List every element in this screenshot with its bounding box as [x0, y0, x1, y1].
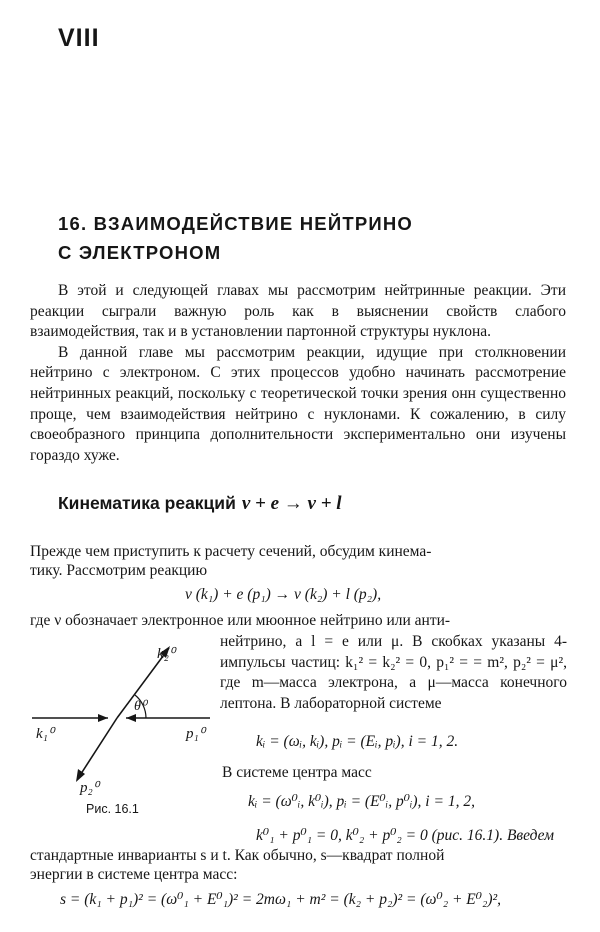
s-invariant-formula: s = (k₁ + p₁)² = (ω⁰₁ + E⁰₁)² = 2mω₁ + m² = (k₂ + p₂)² = (ω⁰₂ + E⁰₂)², — [60, 891, 502, 908]
section-heading — [58, 493, 342, 515]
p1-arrow-head — [126, 714, 136, 722]
theta-label: θ⁰ — [134, 699, 147, 714]
intro-paragraph-1: В этой и следующей главах мы рассмотрим нейтринные реакции. Эти реакции сыграли важную роль как в выяснении свойств слабого взаимодействия, так и в установлении партонной структуры нуклона. — [30, 282, 566, 341]
chapter-title-line-1: 16. ВЗАИМОДЕЙСТВИЕ НЕЙТРИНО — [58, 213, 414, 234]
intro-paragraph-2: В данной главе мы рассмотрим реакции, идущие при столкновении нейтрино с электроном. С этих процессов удобно начинать рассмотрение нейтринных реакций, поскольку с теоретической точки зрения онн существенно проще, чем взаимодействия нейтрино с нуклонами. К сожалению, в силу своеобразного принципа дополнительности экспериментально они изучены гораздо хуже. — [30, 343, 566, 464]
lab-frame-formula: kᵢ = (ωᵢ, kᵢ), pᵢ = (Eᵢ, pᵢ), i = 1, 2. — [256, 733, 459, 750]
cm-frame-text: В системе центра масс — [222, 764, 372, 781]
right-column-text: нейтрино, а l = e или μ. В скобках указаны 4-импульсы частиц: k₁² = k₂² = 0, p₁² = = m², p₂² = μ², где m—масса электрона, а μ—масса конечного лептона. В лабораторной системе — [220, 633, 567, 712]
chapter-number: VIII — [58, 24, 100, 52]
k1-label: k₁⁰ — [36, 726, 54, 742]
p1-label: p₁⁰ — [186, 726, 205, 742]
p2-label: p₂⁰ — [80, 780, 99, 796]
section-equation: ν + e → ν + l — [241, 493, 342, 514]
last-line-1: k⁰₁ + p⁰₁ = 0, k⁰₂ + p⁰₂ = 0 (рис. 16.1). Введем — [256, 827, 555, 844]
chapter-title-line-2: С ЭЛЕКТРОНОМ — [58, 242, 222, 263]
intro-text — [30, 281, 566, 466]
last-line-2: стандартные инварианты s и t. Как обычно, s—квадрат полной — [30, 847, 445, 864]
section-title: Кинематика реакций — [58, 493, 236, 513]
paragraph-3-line-2: тику. Рассмотрим реакцию — [30, 562, 208, 579]
last-line-3: энергии в системе центра масс: — [30, 866, 238, 883]
paragraph-3-line-1: Прежде чем приступить к расчету сечений, обсудим кинема- — [30, 543, 432, 560]
figure-caption: Рис. 16.1 — [86, 802, 139, 816]
where-line: где ν обозначает электронное или мюонное нейтрино или анти- — [30, 612, 451, 629]
k1-arrow-head — [98, 714, 108, 722]
collision-diagram — [28, 640, 218, 800]
p2-arrow-line — [77, 718, 117, 780]
reaction-formula: ν (k₁) + e (p₁) → ν (k₂) + l (p₂), — [185, 586, 382, 603]
cm-frame-formula: kᵢ = (ω⁰ᵢ, k⁰ᵢ), pᵢ = (E⁰ᵢ, p⁰ᵢ), i = 1, 2, — [248, 793, 475, 810]
k2-label: k₂⁰ — [157, 646, 175, 662]
